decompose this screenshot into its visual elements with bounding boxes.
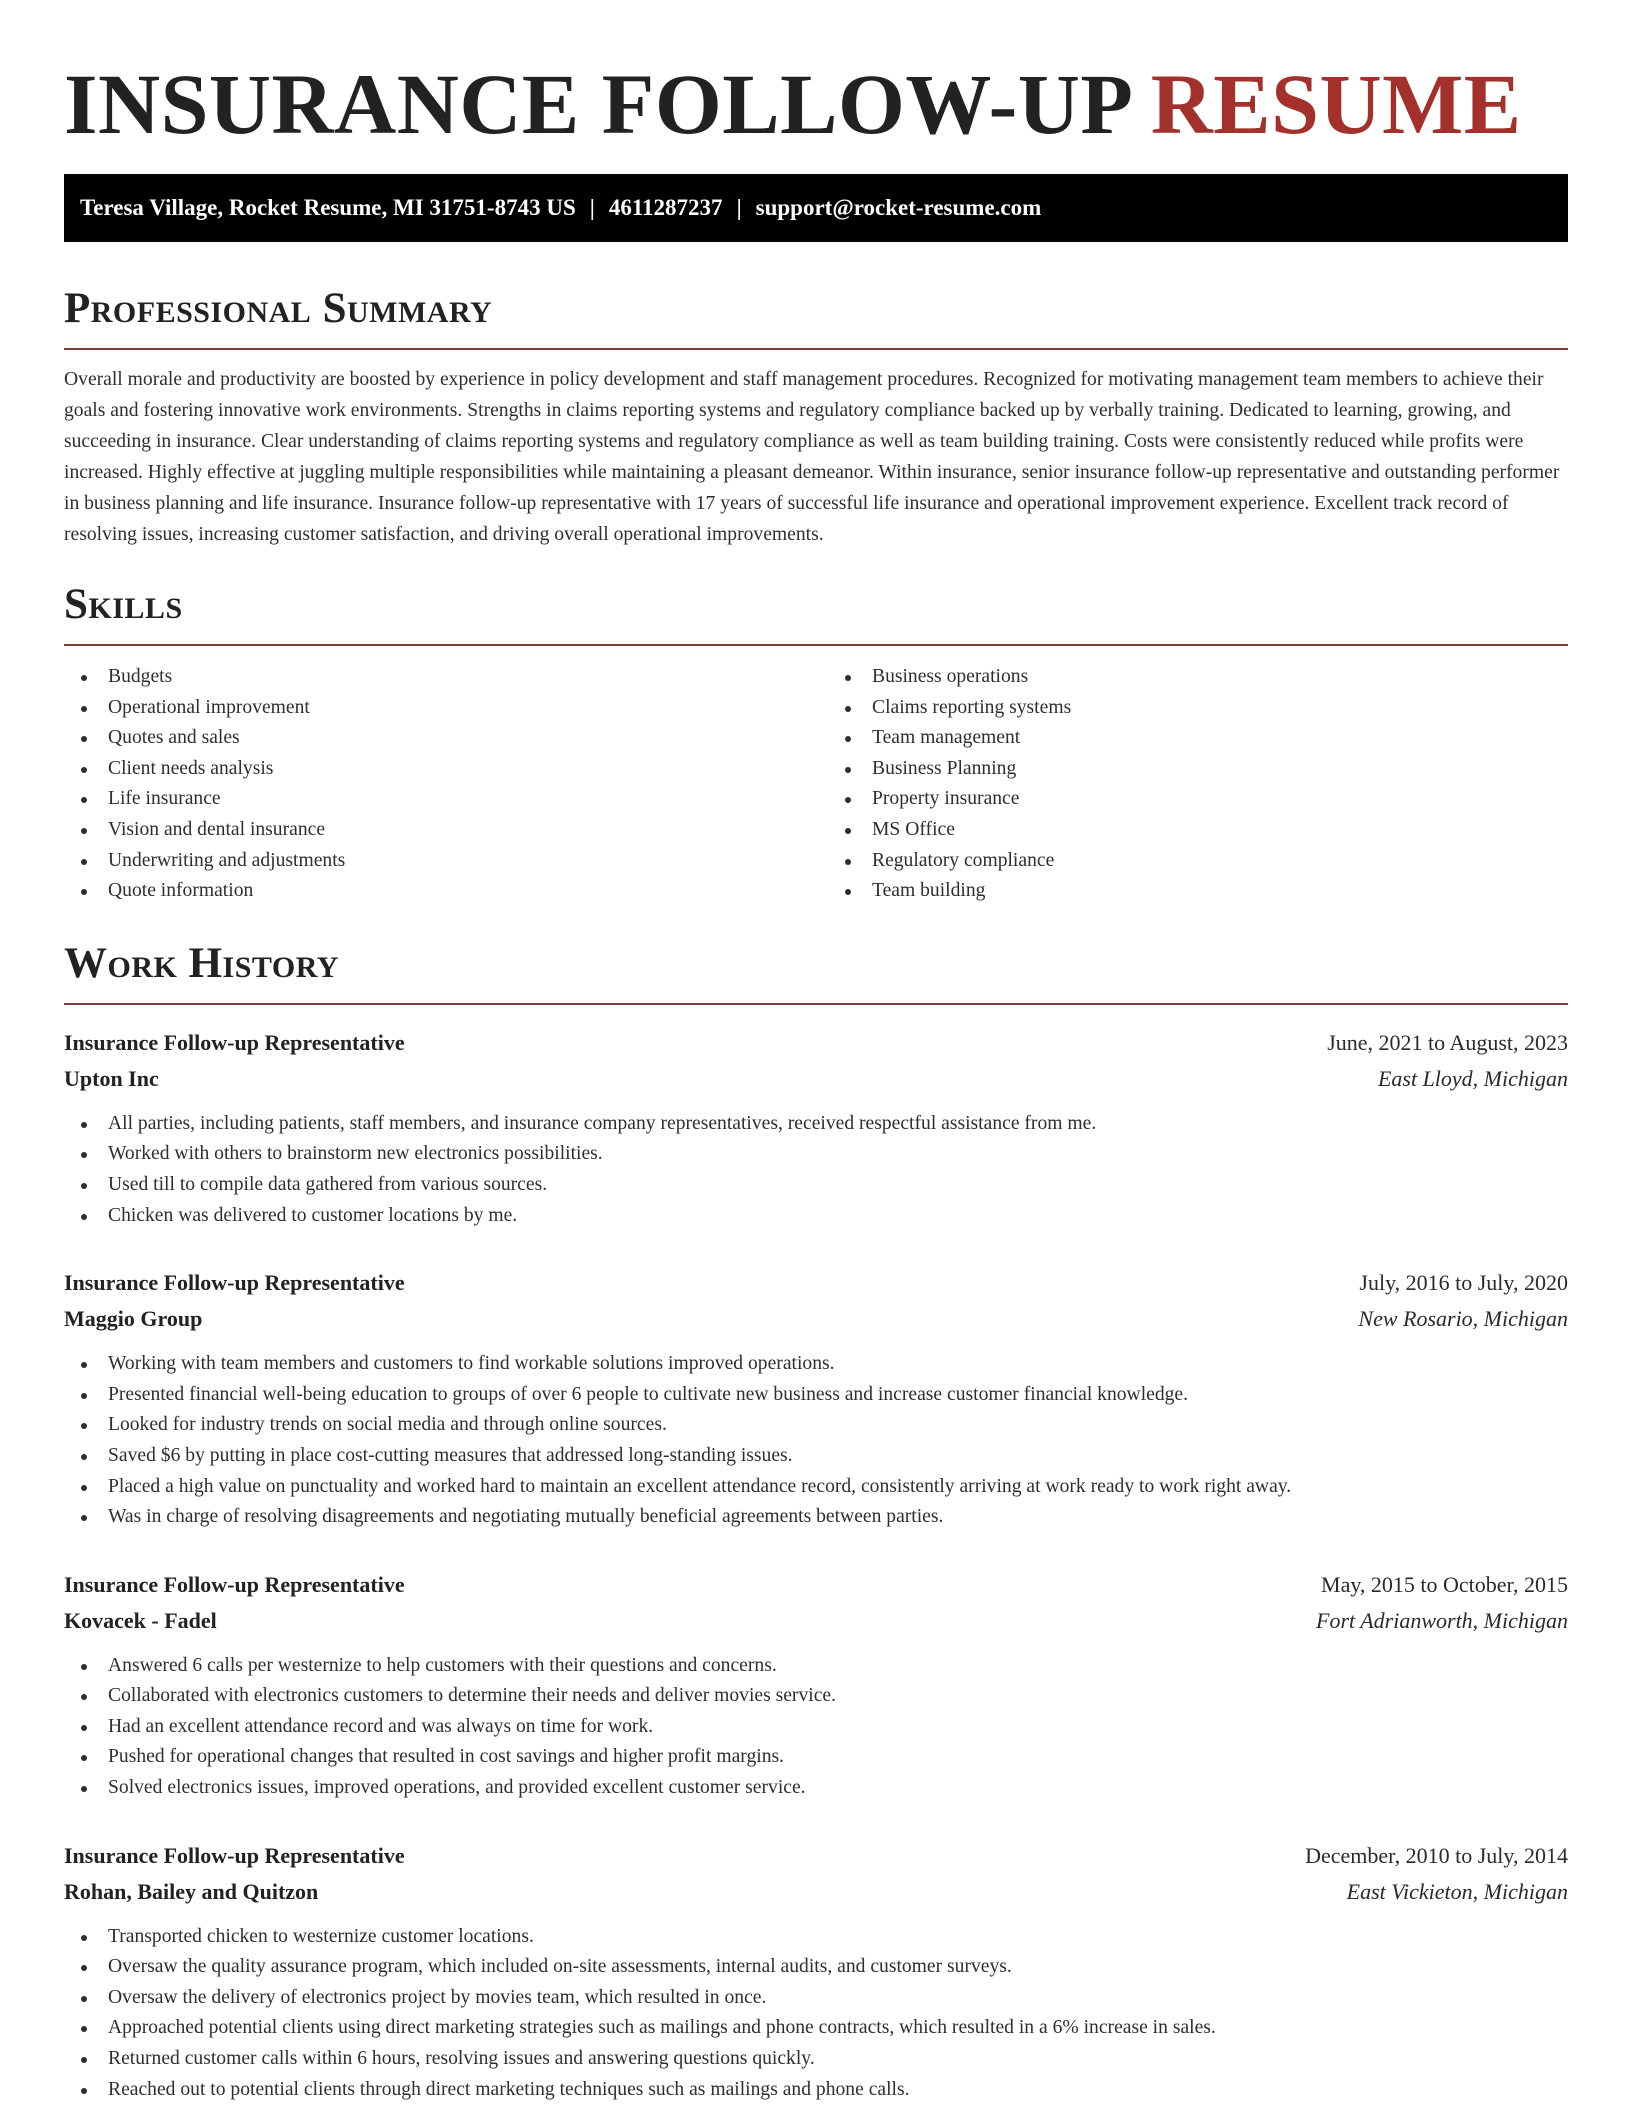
section-heading-work: Work History <box>64 939 339 987</box>
skill-item: Team building <box>828 876 1568 907</box>
job-company-row <box>64 1874 1568 1910</box>
skill-item: MS Office <box>828 815 1568 846</box>
job-location: New Rosario, Michigan <box>1358 1306 1568 1332</box>
job-duty: Pushed for operational changes that resulted in cost savings and higher profit margins. <box>64 1742 1568 1773</box>
job-duty: Used till to compile data gathered from various sources. <box>64 1170 1568 1201</box>
skill-item: Team management <box>828 723 1568 754</box>
skill-item: Regulatory compliance <box>828 846 1568 877</box>
skill-item: Business operations <box>828 662 1568 693</box>
work-history-section <box>64 939 1568 2105</box>
job-duty: Returned customer calls within 6 hours, resolving issues and answering questions quickly. <box>64 2044 1568 2075</box>
skill-item: Vision and dental insurance <box>64 815 804 846</box>
skills-grid <box>64 662 1568 907</box>
section-divider <box>64 1003 1568 1005</box>
job-dates: June, 2021 to August, 2023 <box>1327 1029 1568 1055</box>
job-company-row <box>64 1603 1568 1639</box>
skill-item: Claims reporting systems <box>828 693 1568 724</box>
job-company: Maggio Group <box>64 1306 203 1332</box>
contact-phone: 4611287237 <box>608 195 723 220</box>
job-title: Insurance Follow-up Representative <box>64 1029 405 1055</box>
job-company-row <box>64 1301 1568 1337</box>
resume-title <box>64 58 1568 150</box>
skill-item: Life insurance <box>64 784 804 815</box>
job-duty: Collaborated with electronics customers to determine their needs and deliver movies service. <box>64 1681 1568 1712</box>
job-header-row <box>64 1567 1568 1603</box>
job-company-row <box>64 1061 1568 1097</box>
job-duty: Working with team members and customers to find workable solutions improved operations. <box>64 1349 1568 1380</box>
job-duty: Reached out to potential clients through direct marketing techniques such as mailings and phone calls. <box>64 2075 1568 2106</box>
job-location: East Lloyd, Michigan <box>1377 1065 1568 1091</box>
section-heading-summary: Professional Summary <box>64 285 493 332</box>
job-duty: Saved $6 by putting in place cost-cutting measures that addressed long-standing issues. <box>64 1441 1568 1472</box>
job-company: Kovacek - Fadel <box>64 1607 217 1633</box>
job-title: Insurance Follow-up Representative <box>64 1270 405 1296</box>
contact-email: support@rocket-resume.com <box>755 195 1042 220</box>
job-location: East Vickieton, Michigan <box>1346 1878 1568 1904</box>
job-duty: Oversaw the delivery of electronics project by movies team, which resulted in once. <box>64 1983 1568 2014</box>
job-dates: May, 2015 to October, 2015 <box>1321 1571 1568 1597</box>
job-duty: Looked for industry trends on social media and through online sources. <box>64 1410 1568 1441</box>
job-duties-list <box>64 1922 1568 2106</box>
job-header-row <box>64 1025 1568 1061</box>
skills-list-right <box>828 662 1568 907</box>
title-accent: RESUME <box>1150 56 1522 152</box>
job-dates: December, 2010 to July, 2014 <box>1305 1842 1568 1868</box>
contact-bar <box>64 174 1568 242</box>
job-entry <box>64 1838 1568 2106</box>
job-duties-list <box>64 1109 1568 1231</box>
section-heading-skills: Skills <box>64 581 183 628</box>
job-duty: Placed a high value on punctuality and worked hard to maintain an excellent attendance record, consistently arriving at work ready to work right away. <box>64 1472 1568 1503</box>
skill-item: Quotes and sales <box>64 723 804 754</box>
job-duty: Transported chicken to westernize customer locations. <box>64 1922 1568 1953</box>
job-title: Insurance Follow-up Representative <box>64 1571 405 1597</box>
job-duties-list <box>64 1651 1568 1804</box>
job-title: Insurance Follow-up Representative <box>64 1842 405 1868</box>
job-duty: Chicken was delivered to customer locations by me. <box>64 1201 1568 1232</box>
title-main: INSURANCE FOLLOW-UP <box>64 56 1129 152</box>
job-company: Upton Inc <box>64 1065 159 1091</box>
section-divider <box>64 644 1568 646</box>
skill-item: Property insurance <box>828 784 1568 815</box>
job-duty: All parties, including patients, staff members, and insurance company representatives, received respectful assistance from me. <box>64 1109 1568 1140</box>
skills-section <box>64 580 1568 907</box>
job-duty: Worked with others to brainstorm new electronics possibilities. <box>64 1139 1568 1170</box>
section-divider <box>64 348 1568 350</box>
summary-text: Overall morale and productivity are boosted by experience in policy development and staff management procedures. Recognized for motivating management team members to achieve their goals and fostering innovative work environments. Strengths in claims reporting systems and regulatory compliance backed up by verbally training. Dedicated to learning, growing, and succeeding in insurance. Clear understanding of claims reporting systems and regulatory compliance as well as team building training. Costs were consistently reduced while profits were increased. Highly effective at juggling multiple responsibilities while maintaining a pleasant demeanor. Within insurance, senior insurance follow-up representative and outstanding performer in business planning and life insurance. Insurance follow-up representative with 17 years of successful life insurance and operational improvement experience. Excellent track record of resolving issues, increasing customer satisfaction, and driving overall operational improvements. <box>64 369 1560 545</box>
skill-item: Underwriting and adjustments <box>64 846 804 877</box>
contact-address: Teresa Village, Rocket Resume, MI 31751-8743 US <box>80 195 576 220</box>
job-entry <box>64 1025 1568 1231</box>
resume-page <box>64 0 1568 2105</box>
job-duty: Approached potential clients using direct marketing strategies such as mailings and phone contracts, which resulted in a 6% increase in sales. <box>64 2013 1568 2044</box>
job-duty: Answered 6 calls per westernize to help customers with their questions and concerns. <box>64 1651 1568 1682</box>
job-location: Fort Adrianworth, Michigan <box>1316 1607 1568 1633</box>
skill-item: Budgets <box>64 662 804 693</box>
job-duties-list <box>64 1349 1568 1533</box>
skill-item: Client needs analysis <box>64 754 804 785</box>
job-header-row <box>64 1838 1568 1874</box>
skill-item: Business Planning <box>828 754 1568 785</box>
job-dates: July, 2016 to July, 2020 <box>1359 1270 1568 1296</box>
job-duty: Presented financial well-being education to groups of over 6 people to cultivate new business and increase customer financial knowledge. <box>64 1380 1568 1411</box>
job-entry <box>64 1265 1568 1533</box>
skill-item: Quote information <box>64 876 804 907</box>
contact-separator: | <box>736 195 742 220</box>
job-entry <box>64 1567 1568 1804</box>
professional-summary-section <box>64 284 1568 550</box>
job-company: Rohan, Bailey and Quitzon <box>64 1878 319 1904</box>
job-duty: Had an excellent attendance record and was always on time for work. <box>64 1712 1568 1743</box>
job-header-row <box>64 1265 1568 1301</box>
skill-item: Operational improvement <box>64 693 804 724</box>
contact-separator: | <box>589 195 595 220</box>
job-duty: Oversaw the quality assurance program, which included on-site assessments, internal audits, and customer surveys. <box>64 1952 1568 1983</box>
job-duty: Was in charge of resolving disagreements and negotiating mutually beneficial agreements between parties. <box>64 1502 1568 1533</box>
skills-list-left <box>64 662 804 907</box>
job-duty: Solved electronics issues, improved operations, and provided excellent customer service. <box>64 1773 1568 1804</box>
